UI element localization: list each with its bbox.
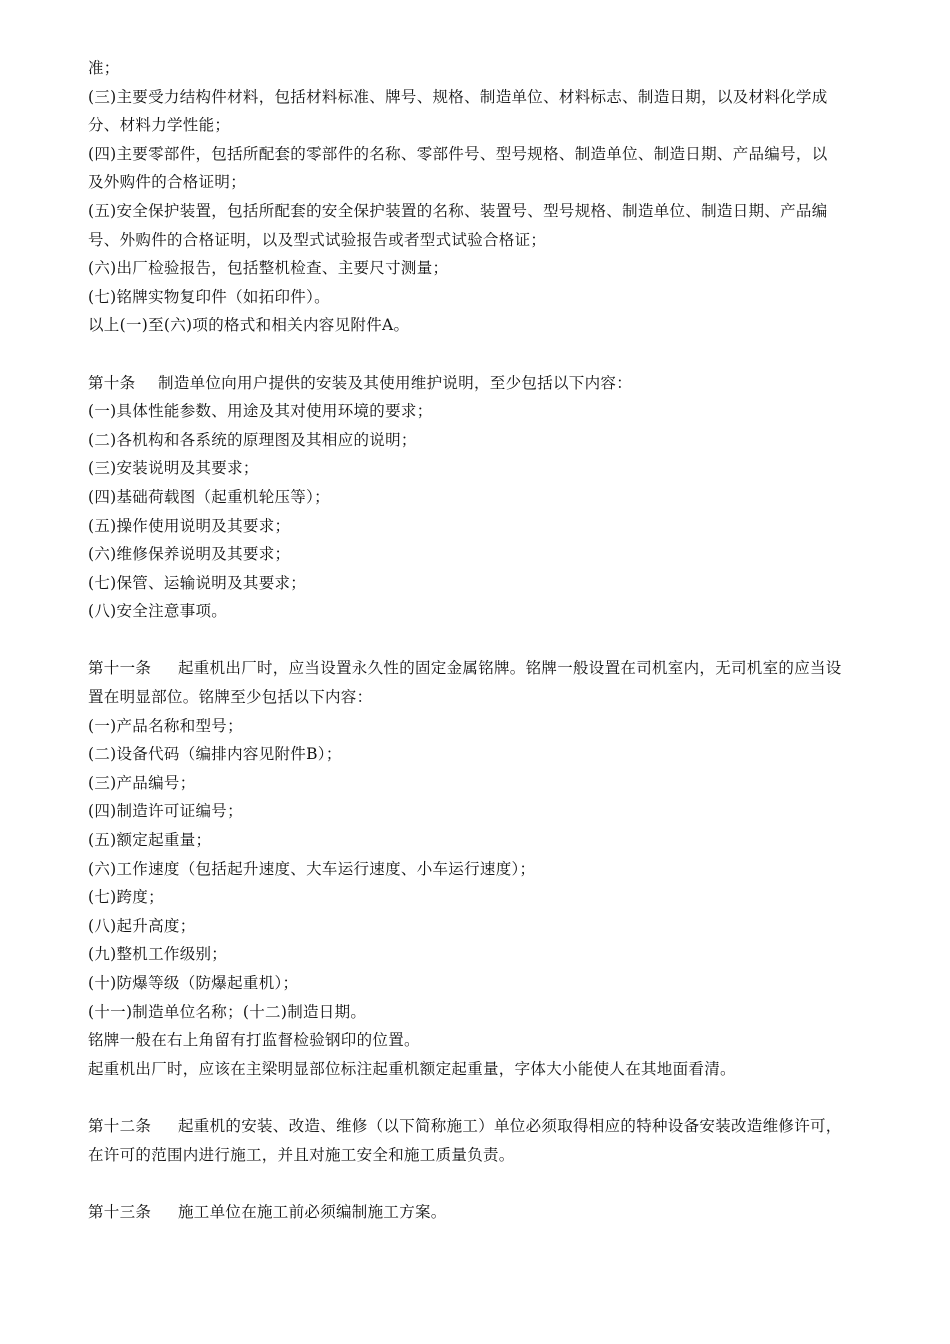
article-10 <box>88 369 888 626</box>
list-item: (二)各机构和各系统的原理图及其相应的说明； <box>88 430 417 449</box>
list-item: 起重机出厂时，应该在主梁明显部位标注起重机额定起重量，字体大小能使人在其地面看清。 <box>88 1059 736 1078</box>
list-item: 准； <box>88 59 120 77</box>
list-item: (四)制造许可证编号； <box>88 802 243 821</box>
article-text: 起重机出厂时，应当设置永久性的固定金属铭牌。铭牌一般设置在司机室内，无司机室的应当设 <box>178 659 842 678</box>
list-item: (三)安装说明及其要求； <box>88 459 259 478</box>
article-text-continued: 置在明显部位。铭牌至少包括以下内容： <box>88 688 373 707</box>
paragraph-gap <box>88 340 888 369</box>
list-item: (十一)制造单位名称；(十二)制造日期。 <box>88 1002 367 1021</box>
article-heading <box>88 369 888 398</box>
list-item: (四)主要零部件，包括所配套的零部件的名称、零部件号、型号规格、制造单位、制造日期、产品编号，以 <box>88 144 828 163</box>
list-item: (七)铭牌实物复印件（如拓印件）。 <box>88 287 330 306</box>
list-item: 以上(一)至(六)项的格式和相关内容见附件A。 <box>88 316 410 335</box>
list-item: (六)工作速度（包括起升速度、大车运行速度、小车运行速度）； <box>88 859 536 878</box>
article-11 <box>88 654 888 1083</box>
article-12 <box>88 1112 888 1169</box>
list-item: (一)产品名称和型号； <box>88 716 243 735</box>
article-heading <box>88 1198 888 1227</box>
list-item: (六)出厂检验报告，包括整机检查、主要尺寸测量； <box>88 259 449 278</box>
list-item: (八)安全注意事项。 <box>88 602 228 621</box>
list-item: 分、材料力学性能； <box>88 116 231 135</box>
article-number: 第十二条 <box>88 1116 152 1135</box>
article-text: 制造单位向用户提供的安装及其使用维护说明，至少包括以下内容： <box>158 373 633 392</box>
list-item: (六)维修保养说明及其要求； <box>88 545 291 564</box>
list-item: (一)具体性能参数、用途及其对使用环境的要求； <box>88 402 433 421</box>
list-item: 及外购件的合格证明； <box>88 173 247 192</box>
article-number: 第十三条 <box>88 1202 152 1221</box>
paragraph-gap <box>88 626 888 655</box>
list-item: (三)产品编号； <box>88 773 196 792</box>
list-item: (十)防爆等级（防爆起重机）； <box>88 974 299 992</box>
list-item: (七)保管、运输说明及其要求； <box>88 573 307 592</box>
list-item: (七)跨度； <box>88 888 164 907</box>
list-item: (五)额定起重量； <box>88 831 212 850</box>
article-13 <box>88 1198 888 1227</box>
list-item: (四)基础荷载图（起重机轮压等）； <box>88 487 330 506</box>
items-list-continued <box>88 54 888 340</box>
list-item: (三)主要受力结构件材料，包括材料标准、牌号、规格、制造单位、材料标志、制造日期，以及材料化学成 <box>88 87 828 106</box>
list-item: (九)整机工作级别； <box>88 945 228 964</box>
list-item: (五)操作使用说明及其要求； <box>88 516 291 535</box>
list-item: (二)设备代码（编排内容见附件B）； <box>88 745 342 764</box>
list-item: 号、外购件的合格证明，以及型式试验报告或者型式试验合格证； <box>88 230 547 249</box>
article-heading <box>88 1112 888 1141</box>
paragraph-gap <box>88 1169 888 1198</box>
document-page <box>88 54 888 1226</box>
list-item: (五)安全保护装置，包括所配套的安全保护装置的名称、装置号、型号规格、制造单位、制造日期、产品编 <box>88 201 828 220</box>
article-number: 第十一条 <box>88 659 152 678</box>
article-heading <box>88 654 888 683</box>
list-item: (八)起升高度； <box>88 916 196 935</box>
article-number: 第十条 <box>88 373 136 392</box>
article-text: 施工单位在施工前必须编制施工方案。 <box>178 1202 447 1221</box>
paragraph-gap <box>88 1083 888 1112</box>
article-text-continued: 在许可的范围内进行施工，并且对施工安全和施工质量负责。 <box>88 1145 515 1164</box>
list-item: 铭牌一般在右上角留有打监督检验钢印的位置。 <box>88 1031 420 1050</box>
article-text: 起重机的安装、改造、维修（以下简称施工）单位必须取得相应的特种设备安装改造维修许可， <box>178 1116 842 1135</box>
